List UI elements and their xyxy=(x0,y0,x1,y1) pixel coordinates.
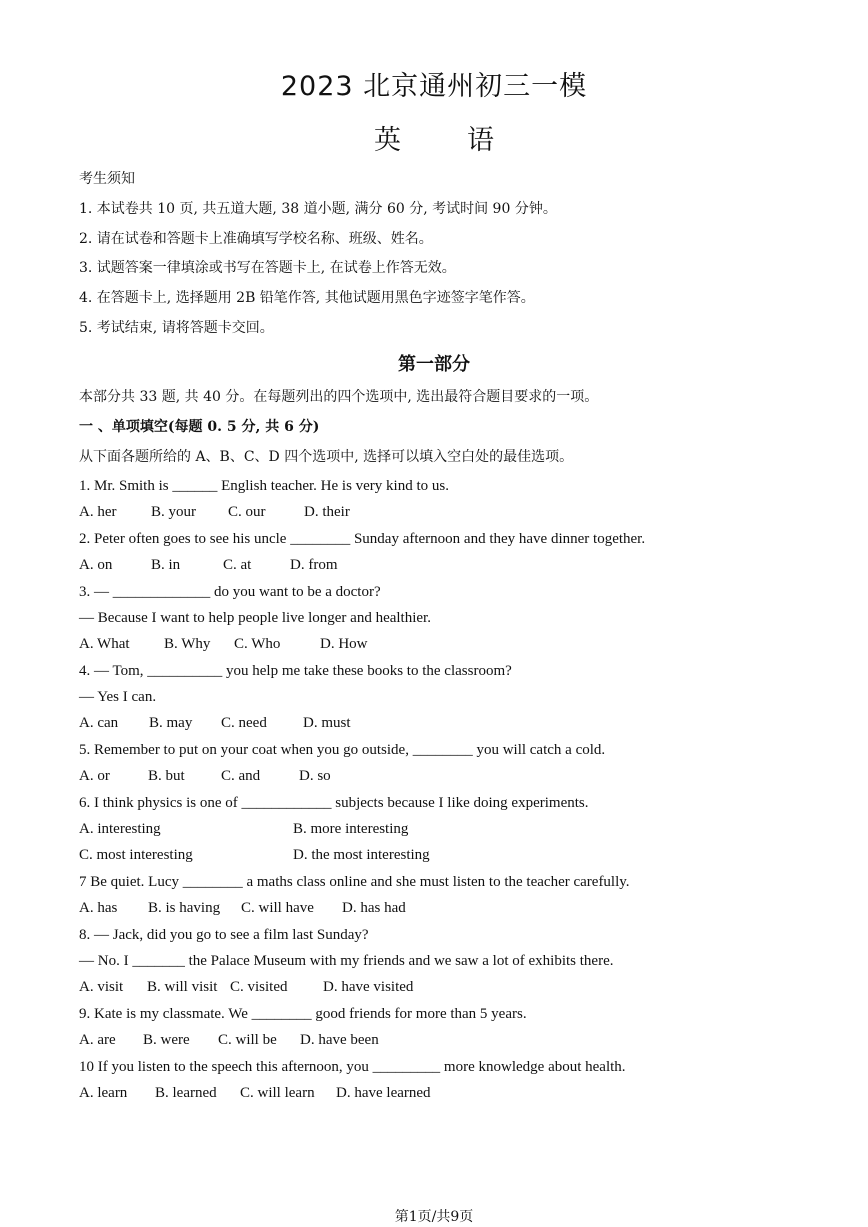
q9-option-c: C. will be xyxy=(218,1032,277,1048)
q1-option-a: A. her xyxy=(79,504,117,520)
q9-option-b: B. were xyxy=(143,1032,190,1048)
notice-item: 3. 试题答案一律填涂或书写在答题卡上, 在试卷上作答无效。 xyxy=(79,260,456,276)
question-6-stem: 6. I think physics is one of ____________ subjects because I like doing experiments. xyxy=(79,795,589,811)
question-4-stem: 4. — Tom, __________ you help me take these books to the classroom? xyxy=(79,663,512,679)
q4-option-d: D. must xyxy=(303,715,351,731)
q8-option-c: C. visited xyxy=(230,979,288,995)
q7-option-b: B. is having xyxy=(148,900,221,916)
notice-heading: 考生须知 xyxy=(79,171,135,187)
q10-option-d: D. have learned xyxy=(336,1085,431,1101)
section-instruction: 从下面各题所给的 A、B、C、D 四个选项中, 选择可以填入空白处的最佳选项。 xyxy=(79,449,574,465)
q10-option-a: A. learn xyxy=(79,1085,128,1101)
q10-option-b: B. learned xyxy=(155,1085,217,1101)
part-title: 第一部分 xyxy=(398,354,470,375)
subject-title xyxy=(0,118,868,157)
notice-item: 4. 在答题卡上, 选择题用 2B 铅笔作答, 其他试题用黑色字迹签字笔作答。 xyxy=(79,290,535,306)
question-1-stem: 1. Mr. Smith is ______ English teacher. He is very kind to us. xyxy=(79,478,449,494)
q2-option-c: C. at xyxy=(223,557,252,573)
question-3-stem: 3. — _____________ do you want to be a doctor? xyxy=(79,584,381,600)
q2-option-d: D. from xyxy=(290,557,338,573)
q6-option-b: B. more interesting xyxy=(293,821,409,837)
q3-option-a: A. What xyxy=(79,636,130,652)
question-8-stem: 8. — Jack, did you go to see a film last Sunday? xyxy=(79,927,369,943)
subject-char-2: 语 xyxy=(467,125,494,156)
q6-option-a: A. interesting xyxy=(79,821,161,837)
subject-char-1: 英 xyxy=(374,125,401,156)
q2-option-a: A. on xyxy=(79,557,113,573)
question-8-answer-line: — No. I _______ the Palace Museum with my friends and we saw a lot of exhibits there. xyxy=(79,953,614,969)
q3-option-c: C. Who xyxy=(234,636,281,652)
question-10-stem: 10 If you listen to the speech this afternoon, you _________ more knowledge about health. xyxy=(79,1059,626,1075)
question-7-stem: 7 Be quiet. Lucy ________ a maths class online and she must listen to the teacher carefully. xyxy=(79,874,630,890)
q8-option-b: B. will visit xyxy=(147,979,218,995)
q1-option-d: D. their xyxy=(304,504,350,520)
notice-item: 5. 考试结束, 请将答题卡交回。 xyxy=(79,320,274,336)
q2-option-b: B. in xyxy=(151,557,181,573)
question-5-stem: 5. Remember to put on your coat when you go outside, ________ you will catch a cold. xyxy=(79,742,606,758)
q4-option-b: B. may xyxy=(149,715,193,731)
question-2-stem: 2. Peter often goes to see his uncle ________ Sunday afternoon and they have dinner together. xyxy=(79,531,646,547)
q3-option-d: D. How xyxy=(320,636,368,652)
q9-option-d: D. have been xyxy=(300,1032,379,1048)
part-intro: 本部分共 33 题, 共 40 分。在每题列出的四个选项中, 选出最符合题目要求的一项。 xyxy=(79,389,599,405)
q3-option-b: B. Why xyxy=(164,636,211,652)
question-9-stem: 9. Kate is my classmate. We ________ good friends for more than 5 years. xyxy=(79,1006,527,1022)
notice-item: 2. 请在试卷和答题卡上准确填写学校名称、班级、姓名。 xyxy=(79,231,433,247)
q1-option-b: B. your xyxy=(151,504,196,520)
q6-option-d: D. the most interesting xyxy=(293,847,430,863)
q7-option-d: D. has had xyxy=(342,900,406,916)
q4-option-c: C. need xyxy=(221,715,267,731)
page-number: 第1页/共9页 xyxy=(394,1209,474,1225)
q8-option-d: D. have visited xyxy=(323,979,414,995)
q6-option-c: C. most interesting xyxy=(79,847,193,863)
question-4-answer-line: — Yes I can. xyxy=(79,689,157,705)
q8-option-a: A. visit xyxy=(79,979,124,995)
q5-option-c: C. and xyxy=(221,768,261,784)
exam-title: 2023 北京通州初三一模 xyxy=(280,71,588,102)
q1-option-c: C. our xyxy=(228,504,266,520)
q5-option-b: B. but xyxy=(148,768,185,784)
notice-item: 1. 本试卷共 10 页, 共五道大题, 38 道小题, 满分 60 分, 考试时间 90 分钟。 xyxy=(79,201,557,217)
q5-option-d: D. so xyxy=(299,768,331,784)
q7-option-c: C. will have xyxy=(241,900,314,916)
q4-option-a: A. can xyxy=(79,715,119,731)
q7-option-a: A. has xyxy=(79,900,118,916)
section-title: 一 、单项填空(每题 0. 5 分, 共 6 分) xyxy=(79,419,320,435)
q9-option-a: A. are xyxy=(79,1032,116,1048)
question-3-answer-line: — Because I want to help people live longer and healthier. xyxy=(79,610,431,626)
q5-option-a: A. or xyxy=(79,768,110,784)
q10-option-c: C. will learn xyxy=(240,1085,315,1101)
